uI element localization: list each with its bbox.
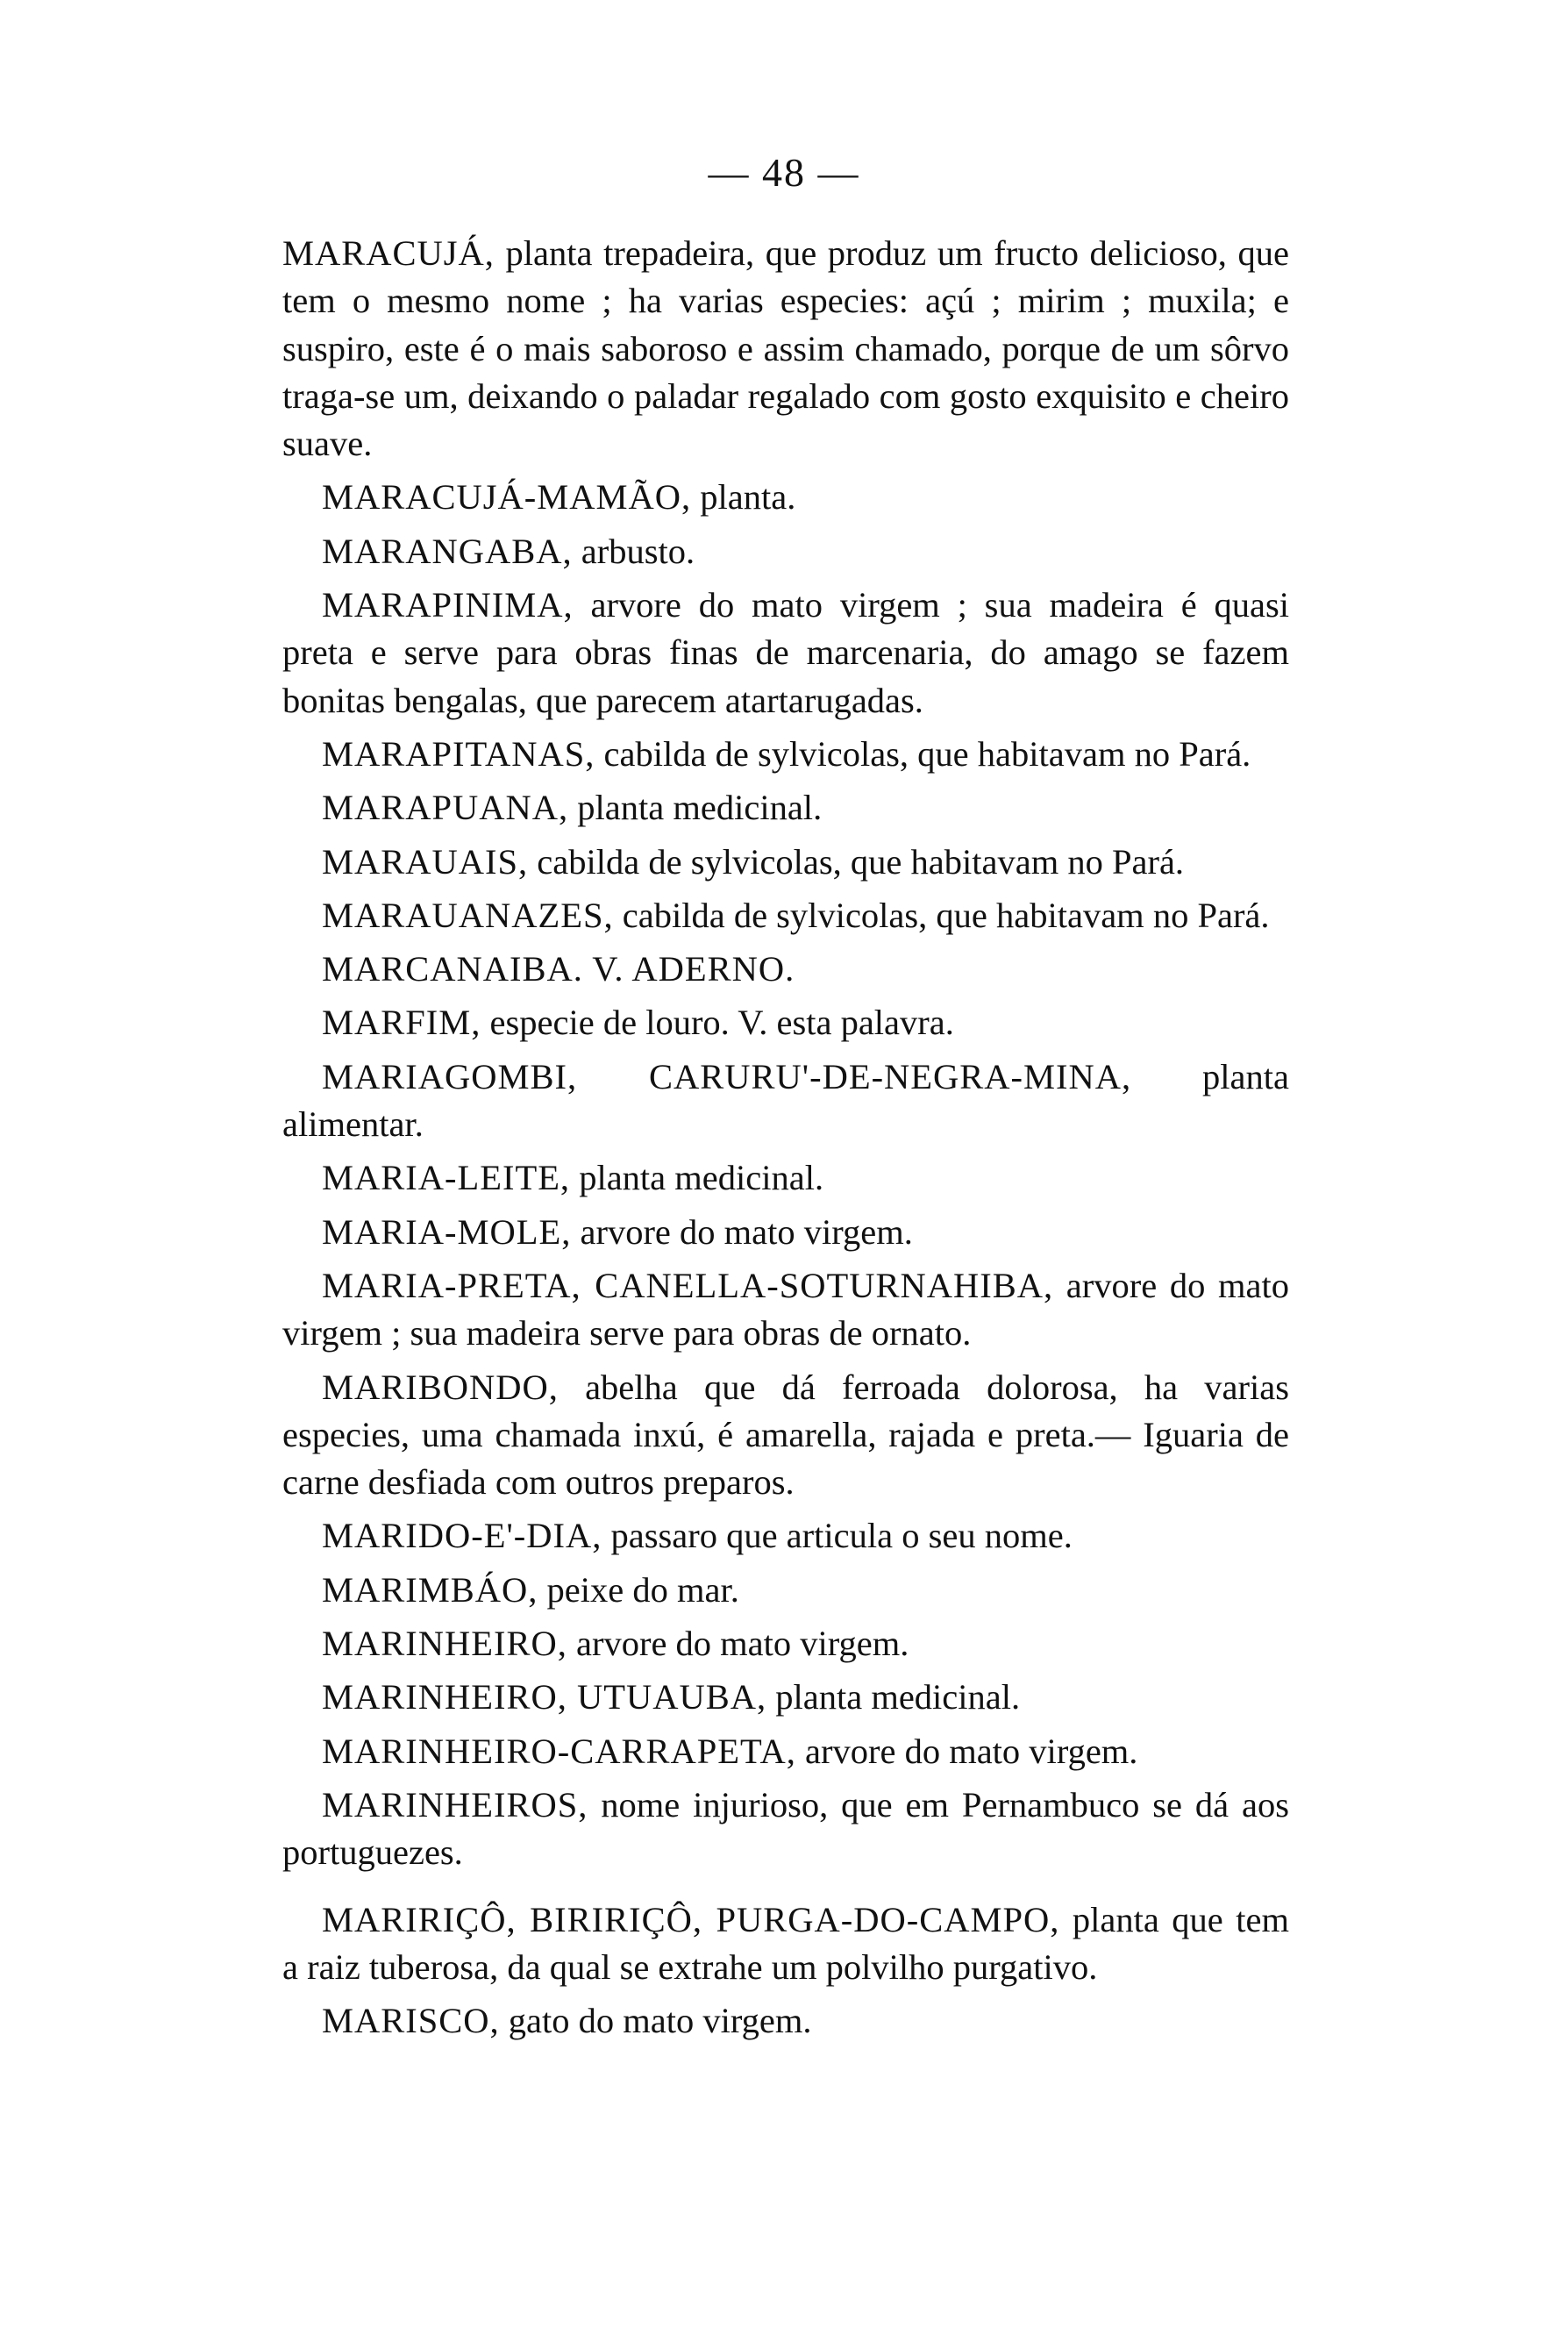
entry-marinheiros [282,1782,1289,1877]
dictionary-entries [282,230,1289,2051]
entry-definition: planta trepadeira, que produz um fructo delicioso, que tem o mesmo nome ; ha varias especies: açú ; mirim ; muxila; e suspiro, este é o mais saboroso e assim chamado, porque de um sôrvo traga-se um, deixando o paladar regalado com gosto exquisito e cheiro suave. [282,233,1289,464]
entry-headword: MARIRIÇÔ, BIRIRIÇÔ, PURGA-DO-CAMPO, [322,1899,1060,1939]
entry-definition: arvore do mato virgem. [795,1731,1138,1771]
entry-headword: MARIAGOMBI, CARURU'-DE-NEGRA-MINA, [322,1056,1132,1096]
entry-headword: MARINHEIROS, [322,1784,588,1824]
entry-headword: MARIBONDO, [322,1367,559,1407]
entry-definition: planta alimentar. [282,1056,1289,1145]
entry-definition: planta medicinal. [766,1677,1021,1717]
entry-headword: MARACUJÁ-MAMÃO, [322,477,692,518]
entry-headword: MARIMBÁO, [322,1569,538,1610]
entry-marimbao [282,1567,1289,1614]
entry-marinheiro [282,1620,1289,1667]
entry-marinheiro-carrapeta [282,1728,1289,1775]
entry-maracuja-mamao [282,474,1289,521]
entry-marauais [282,839,1289,886]
entry-headword: MARISCO, [322,2001,500,2041]
entry-headword: MARINHEIRO-CARRAPETA, [322,1731,796,1771]
entry-headword: MARIA-LEITE, [322,1158,571,1198]
entry-definition: cabilda de sylvicolas, que habitavam no Pará. [595,733,1251,774]
entry-headword: MARAPUANA, [322,788,569,828]
entry-marcanaiba [282,946,1289,993]
entry-headword: MARINHEIRO, UTUAUBA, [322,1677,767,1717]
entry-headword: MARFIM, [322,1003,481,1043]
entry-headword: MARINHEIRO, [322,1624,567,1664]
entry-definition: planta medicinal. [568,788,823,828]
entry-definition: arvore do mato virgem. [567,1624,909,1664]
entry-headword: MARIA-MOLE, [322,1211,572,1252]
entry-marfim [282,999,1289,1046]
entry-headword: MARAUANAZES, [322,895,614,935]
entry-headword: MARAPINIMA, [322,585,574,625]
entry-definition: arvore do mato virgem ; sua madeira serve para obras de ornato. [282,1265,1289,1353]
entry-maririco [282,1896,1289,1992]
entry-mariagombi [282,1053,1289,1149]
entry-marapuana [282,784,1289,832]
entry-definition: planta. [691,477,796,518]
entry-definition: peixe do mar. [538,1569,739,1610]
entry-headword: MARIA-PRETA, CANELLA-SOTURNAHIBA, [322,1265,1054,1305]
entry-definition: gato do mato virgem. [499,2001,812,2041]
entry-marisco [282,1997,1289,2045]
entry-maria-preta [282,1262,1289,1358]
entry-definition: arvore do mato virgem ; sua madeira é quasi preta e serve para obras finas de marcenaria, do amago se fazem bonitas bengalas, que parecem atartarugadas. [282,585,1289,720]
entry-definition: planta que tem a raiz tuberosa, da qual se extrahe um polvilho purgativo. [282,1899,1289,1987]
entry-definition: arbusto. [572,531,695,571]
entry-definition: passaro que articula o seu nome. [602,1516,1073,1556]
entry-maria-mole [282,1209,1289,1256]
entry-definition: especie de louro. V. esta palavra. [481,1003,954,1043]
entry-marauanazes [282,892,1289,939]
entry-headword: MARCANAIBA. V. ADERNO. [322,949,795,989]
entry-maracuja [282,230,1289,468]
entry-definition: cabilda de sylvicolas, que habitavam no Pará. [528,841,1185,882]
entry-definition: cabilda de sylvicolas, que habitavam no Pará. [613,895,1270,935]
entry-definition: abelha que dá ferroada dolorosa, ha varias especies, uma chamada inxú, é amarella, rajada e preta.— Iguaria de carne desfiada com outros preparos. [282,1367,1289,1503]
entry-marapinima [282,582,1289,725]
entry-definition: nome injurioso, que em Pernambuco se dá aos portuguezes. [282,1784,1289,1873]
entry-headword: MARANGABA, [322,531,573,571]
entry-maria-leite [282,1154,1289,1202]
entry-headword: MARAPITANAS, [322,733,595,774]
entry-maribondo [282,1364,1289,1507]
entry-marapitanas [282,731,1289,778]
entry-marido-e-dia [282,1512,1289,1560]
entry-definition: arvore do mato virgem. [571,1211,913,1252]
entry-marangaba [282,528,1289,575]
entry-definition: planta medicinal. [570,1158,824,1198]
entry-headword: MARACUJÁ, [282,233,495,273]
entry-headword: MARAUAIS, [322,841,529,882]
page-number: — 48 — [708,150,860,195]
entry-marinheiro-utuauba [282,1674,1289,1721]
entry-headword: MARIDO-E'-DIA, [322,1516,602,1556]
